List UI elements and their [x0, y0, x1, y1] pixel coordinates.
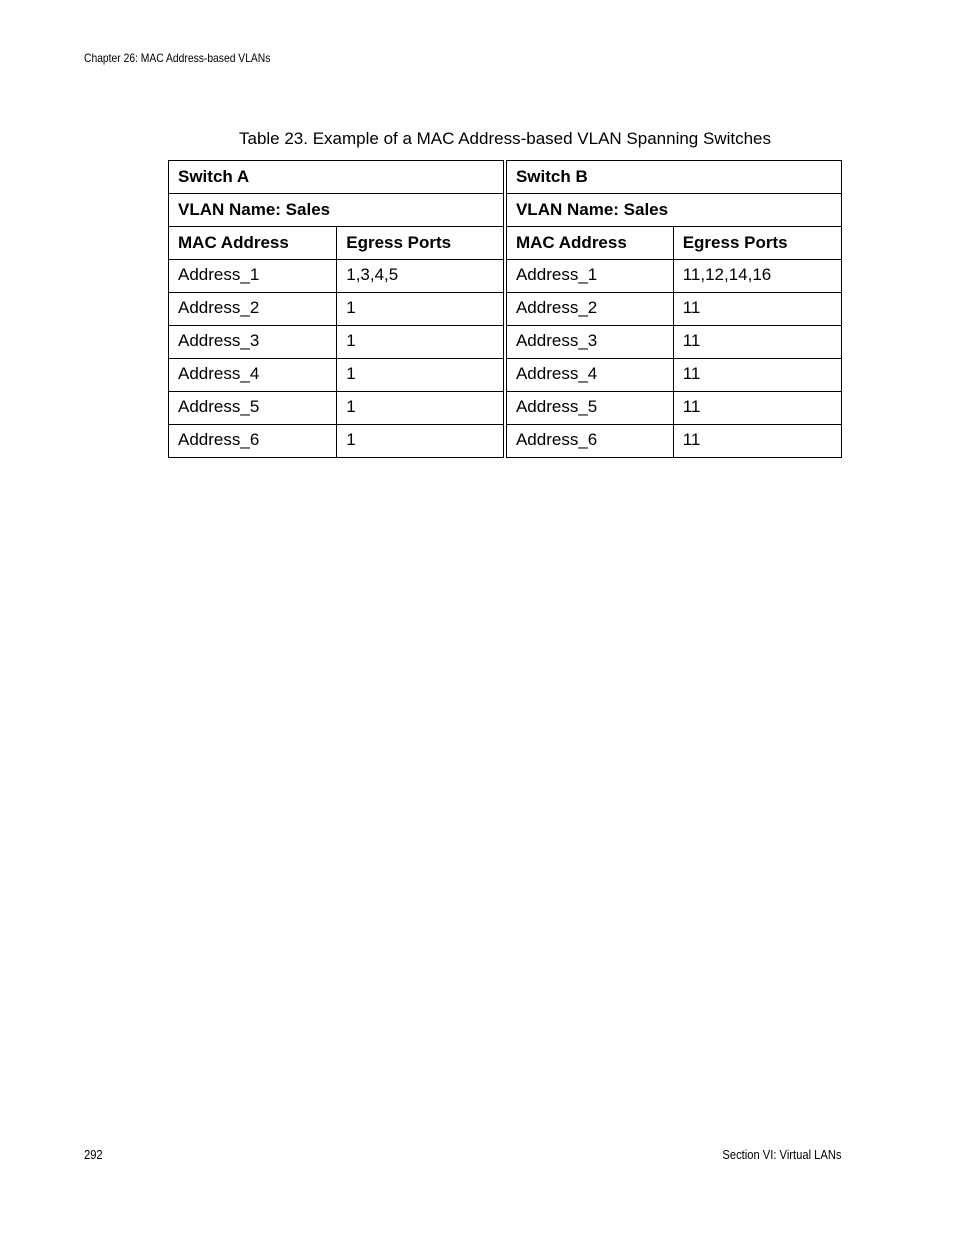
switch-a-ports-cell: 1: [337, 392, 505, 425]
switch-a-mac-cell: Address_3: [169, 326, 337, 359]
table-row: [169, 326, 842, 359]
switch-a-mac-cell: Address_2: [169, 293, 337, 326]
page-number: 292: [84, 1147, 103, 1162]
switch-b-ports-cell: 11: [673, 326, 841, 359]
switch-b-ports-cell: 11: [673, 359, 841, 392]
table-caption: Table 23. Example of a MAC Address-based VLAN Spanning Switches: [238, 129, 771, 148]
switch-b-mac-cell: Address_4: [505, 359, 673, 392]
switch-b-mac-header: MAC Address: [505, 227, 673, 260]
switch-a-mac-header: MAC Address: [169, 227, 337, 260]
switch-b-mac-cell: Address_5: [505, 392, 673, 425]
switch-b-mac-cell: Address_3: [505, 326, 673, 359]
switch-a-ports-cell: 1: [337, 359, 505, 392]
switch-b-mac-cell: Address_2: [505, 293, 673, 326]
switch-b-ports-header: Egress Ports: [673, 227, 841, 260]
switch-a-mac-cell: Address_1: [169, 260, 337, 293]
switch-a-ports-header: Egress Ports: [337, 227, 505, 260]
switch-a-ports-cell: 1,3,4,5: [337, 260, 505, 293]
switch-b-ports-cell: 11: [673, 293, 841, 326]
vlan-name-row: [169, 194, 842, 227]
switch-a-mac-cell: Address_4: [169, 359, 337, 392]
switch-b-ports-cell: 11,12,14,16: [673, 260, 841, 293]
switch-title-row: [169, 161, 842, 194]
switch-b-mac-cell: Address_1: [505, 260, 673, 293]
switch-a-title: Switch A: [169, 161, 505, 194]
switch-a-mac-cell: Address_6: [169, 425, 337, 458]
vlan-spanning-table: [168, 160, 842, 458]
switch-b-vlan-name: VLAN Name: Sales: [505, 194, 842, 227]
switch-b-mac-cell: Address_6: [505, 425, 673, 458]
section-footer: Section VI: Virtual LANs: [721, 1147, 841, 1162]
switch-a-ports-cell: 1: [337, 293, 505, 326]
table-row: [169, 425, 842, 458]
running-header: Chapter 26: MAC Address-based VLANs: [84, 51, 271, 65]
column-header-row: [169, 227, 842, 260]
switch-a-ports-cell: 1: [337, 425, 505, 458]
table-row: [169, 359, 842, 392]
switch-b-ports-cell: 11: [673, 392, 841, 425]
switch-b-title: Switch B: [505, 161, 842, 194]
table-row: [169, 293, 842, 326]
switch-b-ports-cell: 11: [673, 425, 841, 458]
table-row: [169, 260, 842, 293]
switch-a-vlan-name: VLAN Name: Sales: [169, 194, 505, 227]
table-row: [169, 392, 842, 425]
switch-a-mac-cell: Address_5: [169, 392, 337, 425]
switch-a-ports-cell: 1: [337, 326, 505, 359]
